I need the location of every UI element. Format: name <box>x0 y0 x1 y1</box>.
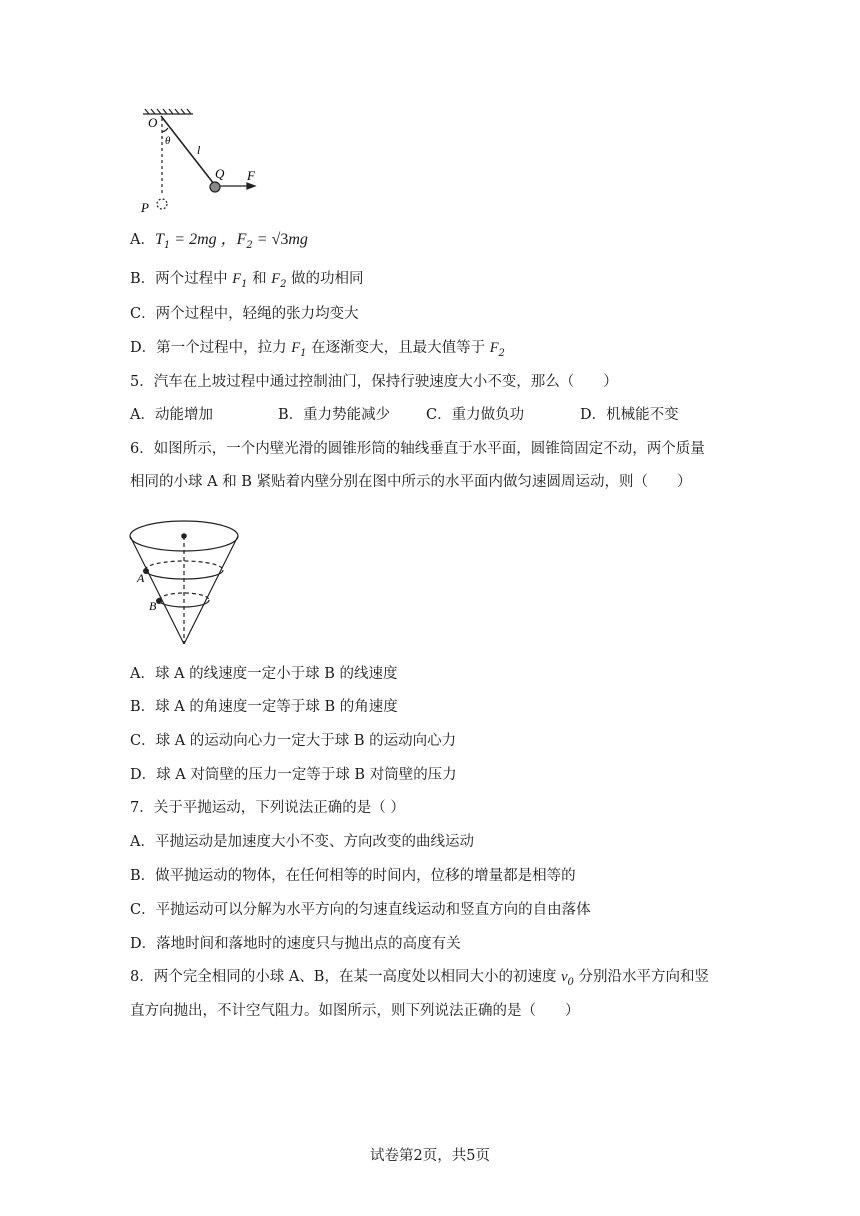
q7-option-b: B．做平抛运动的物体，在任何相等的时间内，位移的增量都是相等的 <box>130 868 576 884</box>
q7-stem: 7．关于平抛运动，下列说法正确的是（ ） <box>130 800 405 816</box>
q4-option-d: D．第一个过程中，拉力 $F_1$ 在逐渐变大，且最大值等于 $F_2$ <box>130 340 505 359</box>
cone-label-a: A <box>137 571 145 585</box>
q7-option-a: A．平抛运动是加速度大小不变、方向改变的曲线运动 <box>130 834 474 850</box>
q5-option-a: A．动能增加 <box>130 407 213 423</box>
q5-option-b: B．重力势能减少 <box>278 407 391 423</box>
fig-label-theta: θ <box>165 135 171 147</box>
q6-option-a: A．球 A 的线速度一定小于球 B 的线速度 <box>130 666 398 682</box>
fig-label-f: F <box>247 168 255 183</box>
cone-label-b: B <box>149 599 157 613</box>
q5-stem: 5．汽车在上坡过程中通过控制油门，保持行驶速度大小不变，那么（ ） <box>130 374 618 390</box>
fig-label-l: l <box>197 143 201 157</box>
fig-label-o: O <box>148 115 158 130</box>
q6-stem-line2: 相同的小球 A 和 B 紧贴着内壁分别在图中所示的水平面内做匀速圆周运动，则（ ） <box>130 474 692 490</box>
fig-label-q: Q <box>215 166 225 181</box>
q4-option-b: B．两个过程中 $F_1$ 和 $F_2$ 做的功相同 <box>130 271 364 290</box>
q8-stem-line2: 直方向抛出，不计空气阻力。如图所示，则下列说法正确的是（ ） <box>130 1003 580 1019</box>
q6-option-c: C．球 A 的运动向心力一定大于球 B 的运动向心力 <box>130 733 457 749</box>
q4-option-c: C．两个过程中，轻绳的张力均变大 <box>130 306 359 322</box>
cone-figure <box>128 516 248 656</box>
pendulum-figure <box>135 106 275 216</box>
q7-option-c: C．平抛运动可以分解为水平方向的匀速直线运动和竖直方向的自由落体 <box>130 902 591 918</box>
fig-label-p: P <box>141 200 149 215</box>
q8-stem-line1: 8．两个完全相同的小球 A、B，在某一高度处以相同大小的初速度 $v_0$ 分别沿水平方向和竖 <box>130 969 709 988</box>
q7-option-d: D．落地时间和落地时的速度只与抛出点的高度有关 <box>130 936 461 952</box>
q6-option-b: B．球 A 的角速度一定等于球 B 的角速度 <box>130 699 398 715</box>
q4-option-a: A．$T_1 = 2mg$ ，$F_2 = √3mg$ <box>130 231 308 251</box>
q6-stem-line1: 6．如图所示，一个内壁光滑的圆锥形筒的轴线垂直于水平面，圆锥筒固定不动，两个质量 <box>130 441 705 457</box>
q6-option-d: D．球 A 对筒壁的压力一定等于球 B 对筒壁的压力 <box>130 767 457 783</box>
q5-option-c: C．重力做负功 <box>426 407 525 423</box>
page-footer: 试卷第2页，共5页 <box>370 1148 490 1164</box>
q5-option-d: D．机械能不变 <box>580 407 679 423</box>
